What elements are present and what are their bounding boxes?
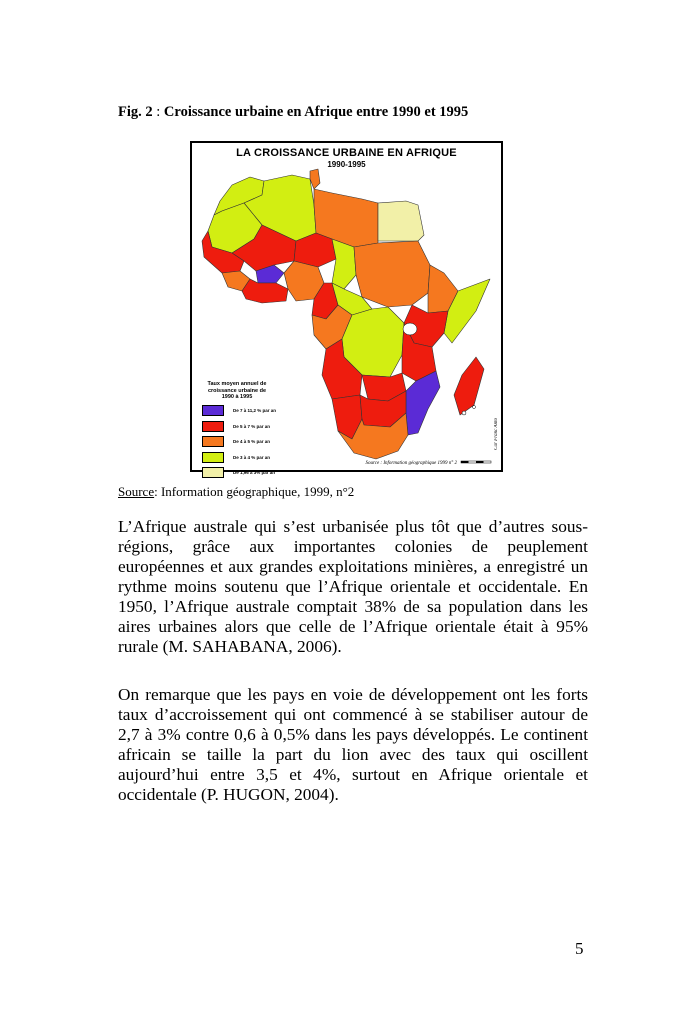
legend-swatch — [202, 467, 224, 478]
island-2 — [473, 406, 476, 409]
region-tunisia — [310, 169, 320, 189]
legend-swatch — [202, 452, 224, 463]
map-title: LA CROISSANCE URBAINE EN AFRIQUE — [236, 147, 457, 159]
legend-label: De 7 à 11,2 % par an — [233, 408, 277, 413]
map-legend — [202, 381, 276, 478]
africa-urban-growth-map — [190, 141, 503, 475]
region-egypt — [378, 201, 424, 241]
map-subtitle: 1990-1995 — [327, 160, 366, 169]
figure-label-separator: : — [152, 104, 164, 120]
legend-item — [202, 421, 276, 432]
legend-label: De 5 à 7 % par an — [233, 423, 271, 429]
lake-victoria — [403, 323, 417, 335]
paragraph-2: On remarque que les pays en voie de développement ont les forts taux d’accroissement qui ont commencé à se stabiliser autour de 2,7 à 3% contre 0,6 à 0,5% dans les pays développés. Le continent africain se taille la part du lion avec des taux qui oscillent aujourd’hui entre 3,5 et 4%, surtout en Afrique orientale et occidentale (P. HUGON, 2004). — [118, 685, 588, 804]
map-author-note: Car Franc Anto — [494, 418, 499, 450]
region-madagascar — [454, 357, 484, 415]
legend-swatch — [202, 436, 224, 447]
legend-item — [202, 405, 276, 416]
island-1 — [462, 411, 466, 415]
legend-label: De 4 à 5 % par an — [233, 439, 271, 444]
region-sudan — [354, 241, 430, 307]
legend-swatch — [202, 421, 224, 432]
region-chad — [332, 239, 356, 289]
region-mozambique — [406, 371, 440, 435]
legend-label: De 3 à 4 % par an — [233, 454, 271, 460]
legend-item — [202, 452, 276, 463]
legend-label: De 1,96 à 3% par an — [233, 470, 276, 475]
map-source-note: Source : Information géographique 1999 n° 2 — [365, 461, 457, 466]
source-text: : Information géographique, 1999, n°2 — [154, 484, 355, 499]
legend-swatch — [202, 405, 224, 416]
figure-caption-text: Croissance urbaine en Afrique entre 1990 et 1995 — [163, 104, 469, 120]
paragraph-1: L’Afrique australe qui s’est urbanisée plus tôt que d’autres sous-régions, grâce aux importantes colonies de peuplement européennes et aux grandes exploitations minières, a enregistré un rythme moins soutenu que l’Afrique orientale et occidentale. En 1950, l’Afrique australe comptait 38% de sa population dans les aires urbaines alors que celle de l’Afrique orientale était à 95% rurale (M. SAHABANA, 2006). — [118, 517, 588, 656]
page-number: 5 — [575, 939, 584, 958]
source-label: Source — [118, 484, 155, 499]
figure-caption — [118, 104, 468, 121]
legend-title: Taux moyen annuel de croissance urbaine de 1990 à 1995 — [207, 381, 267, 400]
figure-source — [118, 484, 354, 500]
legend-item — [202, 436, 276, 447]
figure-label: Fig. 2 — [118, 104, 153, 120]
scale-bar — [461, 460, 491, 464]
legend-item — [202, 467, 276, 478]
